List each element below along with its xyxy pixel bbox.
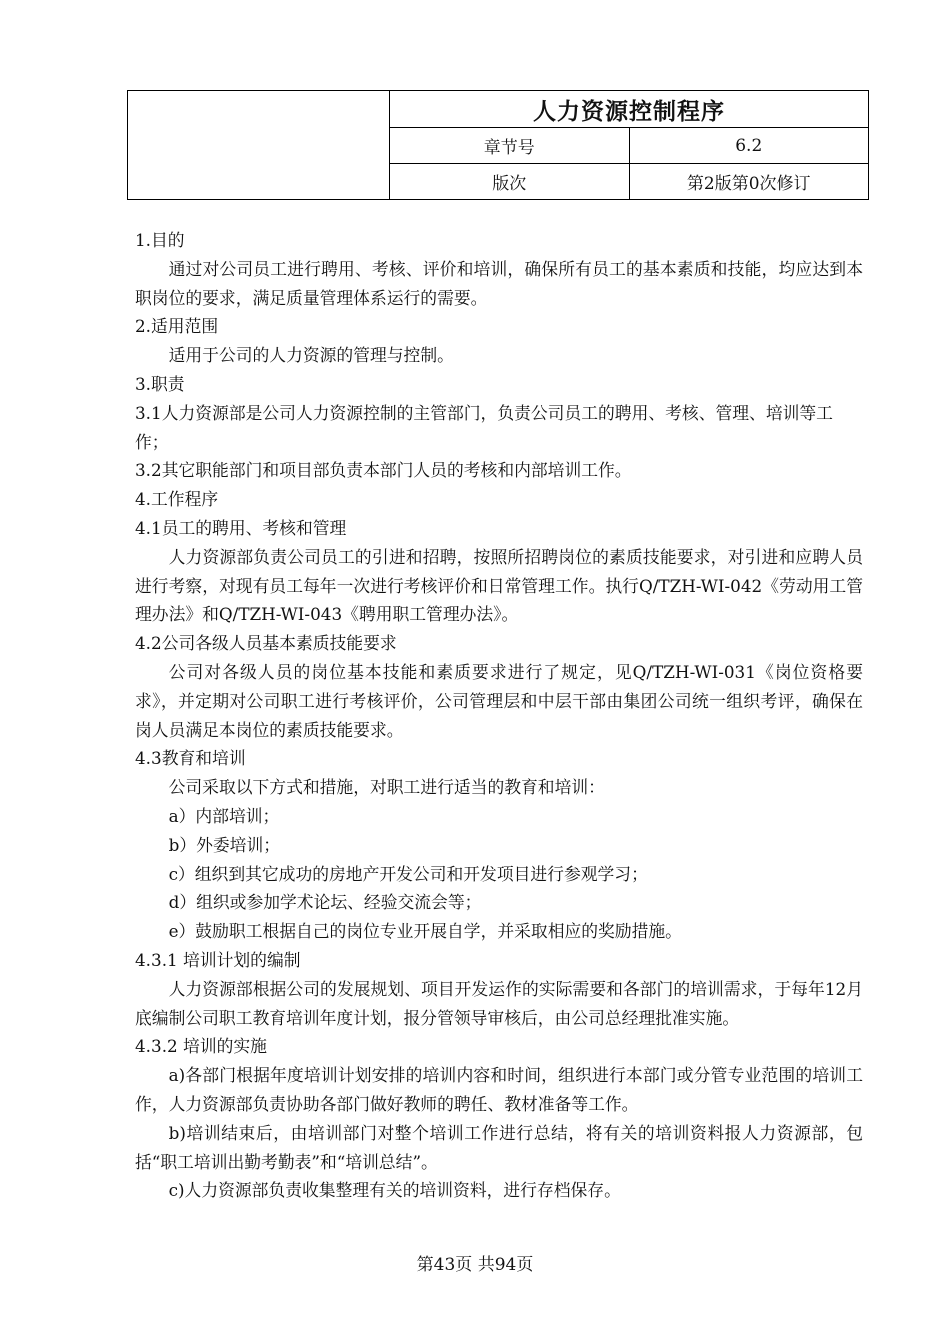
list-item: d）组织或参加学术论坛、经验交流会等；	[168, 892, 482, 913]
list-item: a）内部培训；	[168, 805, 280, 826]
paragraph: 公司采取以下方式和措施，对职工进行适当的教育和培训：	[168, 777, 605, 798]
document-body	[135, 226, 863, 1205]
document-header-table	[127, 90, 869, 200]
paragraph: b)培训结束后，由培训部门对整个培训工作进行总结，将有关的培训资料报人力资源部，包括“职工培训出勤考勤表”和“培训总结”。	[135, 1122, 863, 1172]
edition-label: 版次	[390, 164, 630, 200]
subsection-heading: 4.3教育和培训	[135, 748, 246, 769]
subsection-heading: 4.3.1 培训计划的编制	[135, 949, 301, 970]
list-item: c）组织到其它成功的房地产开发公司和开发项目进行参观学习；	[168, 863, 648, 884]
paragraph: 通过对公司员工进行聘用、考核、评价和培训，确保所有员工的基本素质和技能，均应达到本职岗位的要求，满足质量管理体系运行的需要。	[135, 258, 863, 308]
paragraph: a)各部门根据年度培训计划安排的培训内容和时间，组织进行本部门或分管专业范围的培训工作，人力资源部负责协助各部门做好教师的聘任、教材准备等工作。	[135, 1065, 863, 1114]
subsection-heading: 4.1员工的聘用、考核和管理	[135, 517, 347, 538]
logo-cell	[128, 91, 390, 200]
paragraph: 公司对各级人员的岗位基本技能和素质要求进行了规定，见Q/TZH-WI-031《岗位资格要求》，并定期对公司职工进行考核评价，公司管理层和中层干部由集团公司统一组织考评，确保在岗人员满足本岗位的素质技能要求。	[135, 661, 863, 740]
paragraph: c)人力资源部负责收集整理有关的培训资料，进行存档保存。	[168, 1180, 621, 1201]
list-item: b）外委培训；	[168, 834, 281, 855]
section-heading: 4.工作程序	[135, 489, 219, 510]
section-heading: 3.职责	[135, 373, 185, 394]
paragraph: 3.2其它职能部门和项目部负责本部门人员的考核和内部培训工作。	[135, 460, 632, 481]
chapter-value: 6.2	[629, 128, 869, 164]
edition-value: 第2版第0次修订	[629, 164, 869, 200]
section-heading: 1.目的	[135, 230, 185, 250]
paragraph: 人力资源部根据公司的发展规划、项目开发运作的实际需要和各部门的培训需求，于每年12月底编制公司职工教育培训年度计划，报分管领导审核后，由公司总经理批准实施。	[135, 978, 863, 1028]
chapter-label: 章节号	[390, 128, 630, 164]
page-number: 第43页 共94页	[416, 1255, 534, 1275]
subsection-heading: 4.2公司各级人员基本素质技能要求	[135, 633, 397, 654]
subsection-heading: 4.3.2 培训的实施	[135, 1036, 267, 1057]
document-title: 人力资源控制程序	[390, 91, 869, 128]
paragraph: 3.1人力资源部是公司人力资源控制的主管部门，负责公司员工的聘用、考核、管理、培训等工作；	[135, 402, 833, 452]
list-item: e）鼓励职工根据自己的岗位专业开展自学，并采取相应的奖励措施。	[168, 921, 682, 942]
paragraph: 人力资源部负责公司员工的引进和招聘，按照所招聘岗位的素质技能要求，对引进和应聘人员进行考察，对现有员工每年一次进行考核评价和日常管理工作。执行Q/TZH-WI-042《劳动用工管理办法》和Q/TZH-WI-043《聘用职工管理办法》。	[135, 546, 863, 625]
section-heading: 2.适用范围	[135, 316, 219, 337]
paragraph: 适用于公司的人力资源的管理与控制。	[168, 345, 454, 366]
